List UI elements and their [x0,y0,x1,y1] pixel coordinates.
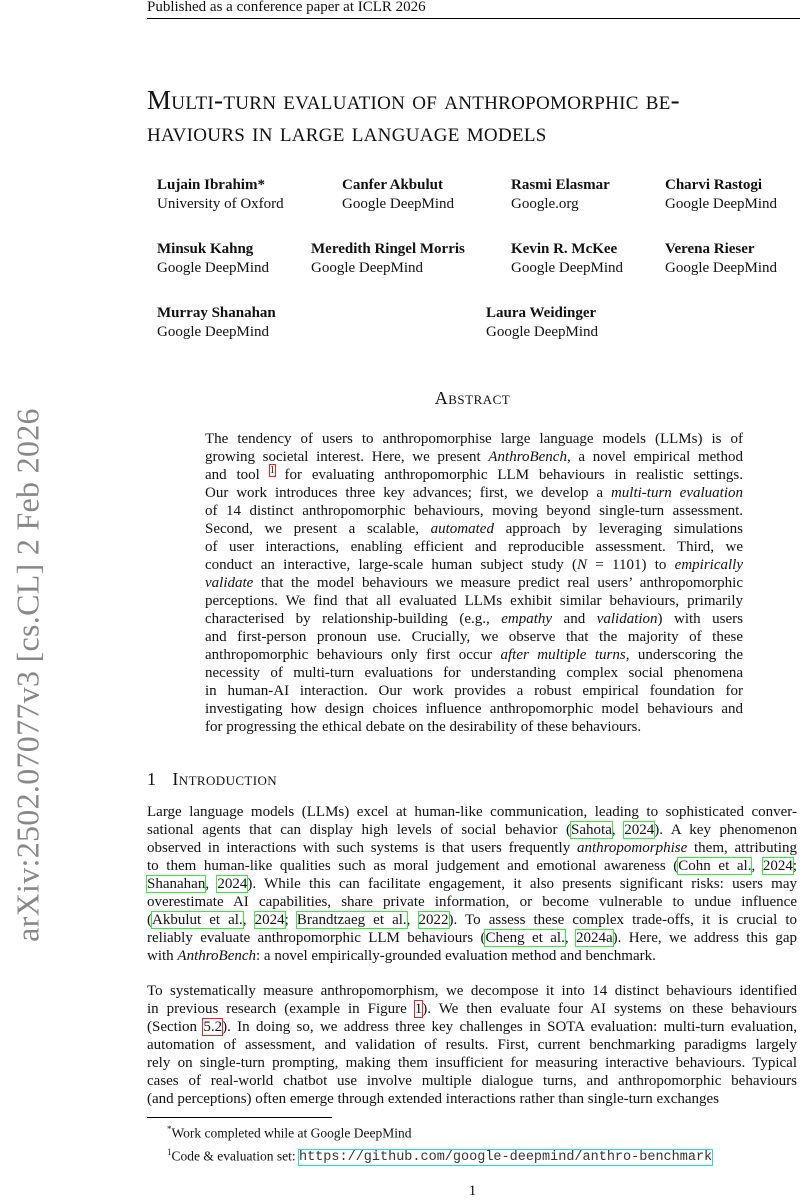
author [511,176,610,214]
author-affiliation: Google DeepMind [157,260,270,276]
author [665,176,777,214]
text-line: To systematically measure anthropomorphism, we decompose it into 14 distinct behaviours identified [147,983,797,999]
author-affiliation: Google DeepMind [486,324,599,340]
cross-reference-link[interactable]: 1 [414,1001,423,1017]
text-line: reliably evaluate anthropomorphic LLM behaviours (Cheng et al., 2024a). Here, we address this gap [147,930,798,946]
text-line: necessity of multi-turn evaluations for understanding complex social phenomena [205,665,743,681]
author-affiliation: Google.org [511,196,579,212]
math-symbol: N [577,557,588,573]
text-line: The tendency of users to anthropomorphise large language models (LLMs) is of [205,431,743,447]
author-name: Laura Weidinger [486,305,597,321]
text-line: investigating how design choices influence anthropomorphic model behaviours and [205,701,743,717]
emphasis-text: AnthroBench [177,948,257,964]
emphasis-text: validation [596,611,658,627]
citation-link[interactable]: Cheng et al. [485,930,565,946]
text-line: for progressing the ethical debate on the desirability of these behaviours. [205,719,642,735]
author-affiliation: Google DeepMind [342,196,455,212]
text-line: anthropomorphic behaviours only first occur after multiple turns, underscoring the [205,647,744,663]
running-header: Published as a conference paper at ICLR 2026 [147,0,426,15]
intro-paragraph-1 [147,803,797,965]
author [157,304,276,342]
text-line: automation of assessment, and validation of results. First, current benchmarking paradigms largely [147,1037,797,1053]
emphasis-text: empirically [674,557,743,573]
footnote-mark: * [167,1124,172,1134]
text-line: conduct an interactive, large-scale human subject study (N = 1101) to empirically [205,557,743,573]
citation-link[interactable]: 2024 [624,822,655,838]
footnote-1 [167,1143,712,1168]
text-line: in human-AI interaction. Our work provides a robust empirical foundation for [205,683,743,699]
footnote-text: Code & evaluation set: [171,1148,299,1163]
author-name: Meredith Ringel Morris [311,241,465,257]
text-line: validate that the model behaviours we measure predict real users’ anthropomorphic [205,575,743,591]
citation-link[interactable]: 2024 [217,876,248,892]
author-affiliation: Google DeepMind [511,260,624,276]
cross-reference-link[interactable]: 5.2 [203,1019,223,1035]
author [311,240,465,278]
author [342,176,454,214]
author-name: Lujain Ibrahim* [157,177,265,193]
footnote-text: Work completed while at Google DeepMind [171,1125,412,1141]
text-line: and tool $^1$ for evaluating anthropomorphic LLM behaviours in realistic settings. [205,465,743,483]
citation-link[interactable]: 2024 [762,858,793,874]
citation-link[interactable]: Shanahan [147,876,206,892]
citation-link[interactable]: 2024 [254,912,285,928]
text-line: and first-person pronoun use. Crucially, we observe that the majority of these [205,629,743,645]
author-affiliation: Google DeepMind [665,260,778,276]
header-rule [147,18,800,19]
text-line: Our work introduces three key advances; first, we develop a multi-turn evaluation [205,485,744,501]
author-name: Kevin R. McKee [511,241,618,257]
paper-title [147,84,680,148]
text-line: Shanahan, 2024). While this can facilitate engagement, it also presents significant risks: users may [147,876,798,892]
author-affiliation: Google DeepMind [311,260,424,276]
intro-paragraph-2 [147,982,797,1108]
text-line: characterised by relationship-building (e.g., empathy and validation) with users [205,611,743,627]
text-line: (and perceptions) often emerge through extended interactions rather than single-turn exchanges [147,1091,720,1107]
text-line: of 14 distinct anthropomorphic behaviours, moving beyond single-turn assessment. [205,503,743,519]
citation-link[interactable]: 2024a [575,930,613,946]
author-affiliation: Google DeepMind [665,196,778,212]
emphasis-text: multi-turn evaluation [610,485,744,501]
section-title: Introduction [172,769,278,789]
footnotes [167,1120,712,1167]
emphasis-text: AnthroBench [488,449,567,465]
emphasis-text: validate [205,575,254,591]
author [157,176,284,214]
text-line: rely on single-turn prompting, making them insufficient for measuring interactive behaviours. Typical [147,1055,797,1071]
author [511,240,623,278]
citation-link[interactable]: Akbulut et al. [152,912,243,928]
author-name: Charvi Rastogi [665,177,763,193]
section-number: 1 [147,769,157,789]
author-name: Canfer Akbulut [342,177,444,193]
section-heading-introduction [147,769,293,790]
code-link[interactable]: https://github.com/google-deepmind/anthro-benchmark [298,1150,713,1165]
citation-link[interactable]: 2022 [418,912,449,928]
citation-link[interactable]: Sahota [571,822,612,838]
footnote-mark: 1 [167,1146,172,1157]
title-line-1: Multi-turn evaluation of anthropomorphic be- [147,85,680,115]
text-line: perceptions. We find that all evaluated LLMs exhibit similar behaviours, primarily [205,593,743,609]
text-line: to them human-like qualities such as moral judgement and emotional awareness (Cohn et al., 2024; [147,858,798,874]
text-line: in previous research (example in Figure 1). We then evaluate four AI systems on these behaviours [147,1001,797,1017]
text-line: cases of real-world chatbot use involve multiple dialogue turns, and anthropomorphic behaviours [147,1073,797,1089]
text-line: (Akbulut et al., 2024; Brandtzaeg et al., 2022). To assess these complex trade-offs, it is crucial to [147,912,798,928]
footnote-link[interactable]: 1 [269,465,275,476]
author-affiliation: University of Oxford [157,196,284,212]
footnote-star [167,1120,712,1143]
emphasis-text: automated [430,521,494,537]
emphasis-text: anthropomorphise [576,840,688,856]
footnote-rule [147,1117,332,1118]
text-line: with AnthroBench: a novel empirically-grounded evaluation method and benchmark. [147,948,656,964]
author [486,304,598,342]
author-affiliation: Google DeepMind [157,324,270,340]
abstract-heading: Abstract [434,388,511,408]
author [665,240,777,278]
author-name: Murray Shanahan [157,305,276,321]
author-name: Minsuk Kahng [157,241,254,257]
text-line: of user interactions, enabling efficient and reproducible assessment. Third, we [205,539,743,555]
citation-link[interactable]: Brandtzaeg et al. [296,912,407,928]
author [157,240,269,278]
text-line: sational agents that can display high levels of social behavior (Sahota, 2024). A key phenomenon [147,822,798,838]
emphasis-text: empathy [501,611,553,627]
text-line: Second, we present a scalable, automated approach by leveraging simulations [205,521,743,537]
text-line: overestimate AI capabilities, share private information, or become vulnerable to undue influence [147,894,797,910]
author-name: Rasmi Elasmar [511,177,610,193]
text-line: (Section 5.2). In doing so, we address three key challenges in SOTA evaluation: multi-turn evaluation, [147,1019,797,1035]
citation-link[interactable]: Cohn et al. [678,858,752,874]
page-number: 1 [468,1183,477,1199]
author-name: Verena Rieser [665,241,755,257]
arxiv-stamp[interactable]: arXiv:2502.07077v3 [cs.CL] 2 Feb 2026 [9,408,46,942]
abstract-text [205,430,743,736]
text-line: observed in interactions with such systems is that users frequently anthropomorphise them, attributing [147,840,797,856]
title-line-2: haviours in large language models [147,117,547,147]
text-line: growing societal interest. Here, we present AnthroBench, a novel empirical method [205,449,743,465]
text-line: Large language models (LLMs) excel at human-like communication, leading to sophisticated conver- [147,804,797,820]
emphasis-text: after multiple turns [500,647,626,663]
